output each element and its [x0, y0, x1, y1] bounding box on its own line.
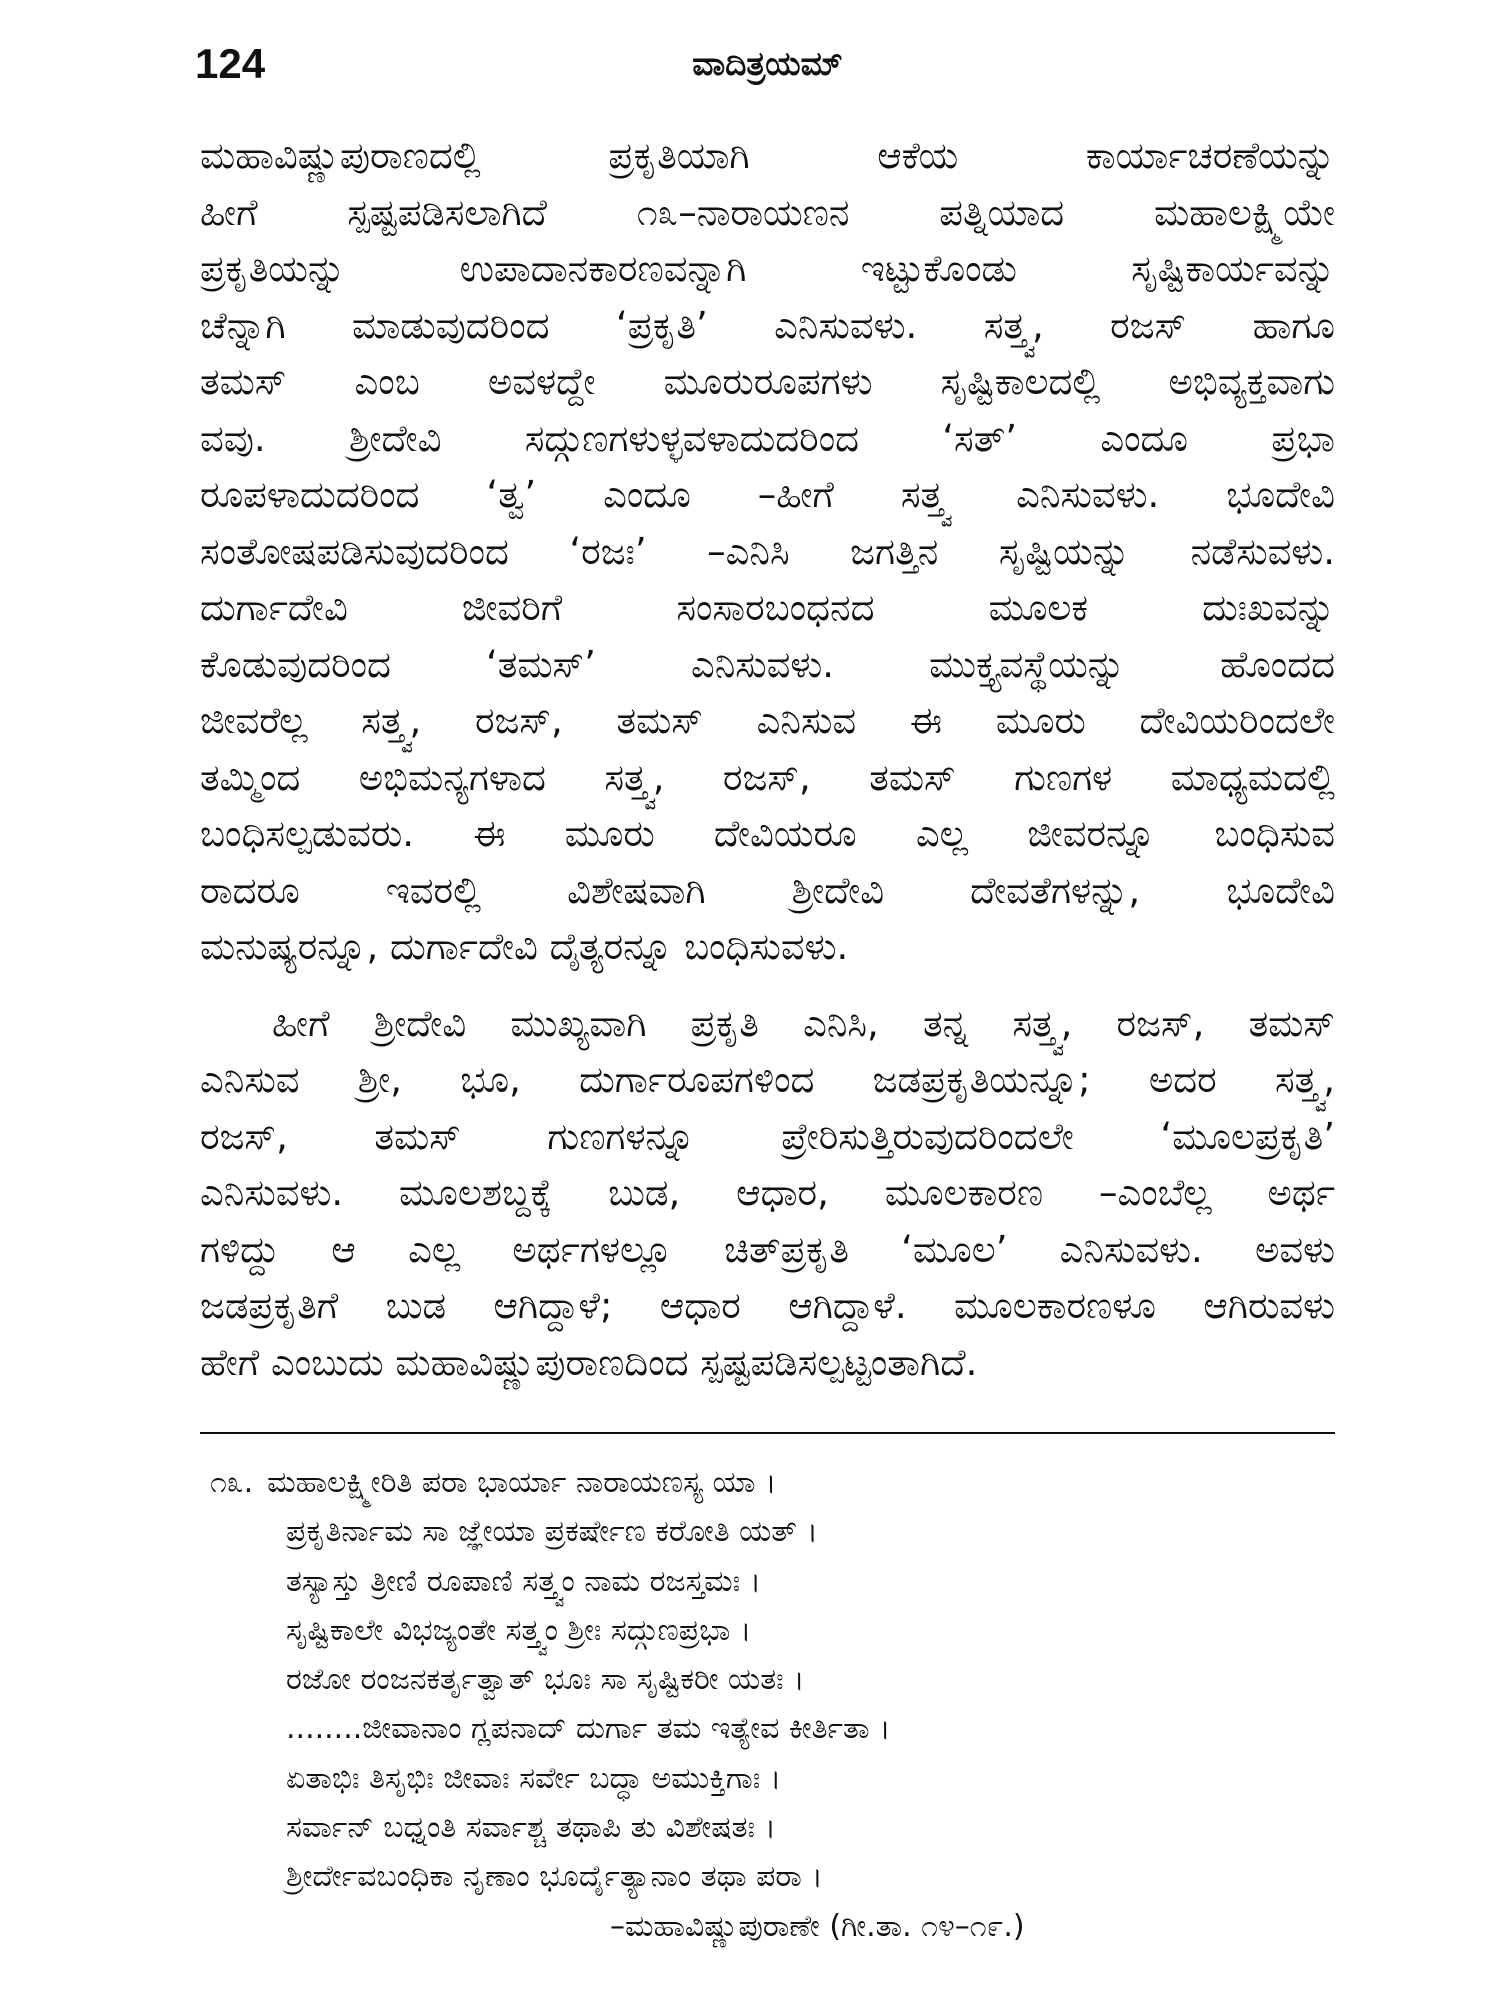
text-line: ಹೇಗೆ ಎಂಬುದು ಮಹಾವಿಷ್ಣುಪುರಾಣದಿಂದ ಸ್ಪಷ್ಟಪಡಿಸಲ್ಪಟ್ಟಂತಾಗಿದೆ.	[200, 1340, 978, 1384]
page-header	[195, 40, 1340, 100]
footnote-label: ೧೩.	[210, 1465, 254, 1500]
text-line: ವವು. ಶ್ರೀದೇವಿ ಸದ್ಗುಣಗಳುಳ್ಳವಳಾದುದರಿಂದ ‘ಸತ್’ ಎಂದೂ ಪ್ರಭಾ	[200, 416, 1335, 460]
text-line: ತಮ್ಮಿಂದ ಅಭಿಮನ್ಯಗಳಾದ ಸತ್ತ್ವ, ರಜಸ್, ತಮಸ್ ಗುಣಗಳ ಮಾಧ್ಯಮದಲ್ಲಿ	[200, 755, 1335, 799]
footnote-source: –ಮಹಾವಿಷ್ಣುಪುರಾಣೇ (ಗೀ.ತಾ. ೧೪–೧೯.)	[610, 1908, 1025, 1944]
footnote-divider	[200, 1432, 1335, 1434]
text-line: ಮನುಷ್ಯರನ್ನೂ, ದುರ್ಗಾದೇವಿ ದೈತ್ಯರನ್ನೂ ಬಂಧಿಸುವಳು.	[200, 925, 849, 968]
text-line: ಮಹಾವಿಷ್ಣುಪುರಾಣದಲ್ಲಿ ಪ್ರಕೃತಿಯಾಗಿ ಆಕೆಯ ಕಾರ್ಯಾಚರಣೆಯನ್ನು	[200, 134, 1335, 177]
footnote-text: ಮಹಾಲಕ್ಷ್ಮೀರಿತಿ ಪರಾ ಭಾರ್ಯಾ ನಾರಾಯಣಸ್ಯ ಯಾ ।	[267, 1465, 777, 1500]
verse-line: ತಸ್ಯಾಸ್ತು ತ್ರೀಣಿ ರೂಪಾಣಿ ಸತ್ತ್ವಂ ನಾಮ ರಜಸ್ತಮಃ ।	[286, 1563, 762, 1599]
verse-line: ಏತಾಭಿಃ ತಿಸೃಭಿಃ ಜೀವಾಃ ಸರ್ವೇ ಬದ್ಧಾ ಅಮುಕ್ತಿಗಾಃ ।	[286, 1760, 782, 1796]
text-line: ಗಳಿದ್ದು ಆ ಎಲ್ಲ ಅರ್ಥಗಳಲ್ಲೂ ಚಿತ್‌ಪ್ರಕೃತಿ ‘ಮೂಲ’ ಎನಿಸುವಳು. ಅವಳು	[200, 1227, 1335, 1271]
verse-line: ಸೃಷ್ಟಿಕಾಲೇ ವಿಭಜ್ಯಂತೇ ಸತ್ತ್ವಂ ಶ್ರೀಃ ಸದ್ಗುಣಪ್ರಭಾ ।	[286, 1612, 752, 1648]
text-line: ಪ್ರಕೃತಿಯನ್ನು ಉಪಾದಾನಕಾರಣವನ್ನಾಗಿ ಇಟ್ಟುಕೊಂಡು ಸೃಷ್ಟಿಕಾರ್ಯವನ್ನು	[200, 247, 1335, 290]
text-line: ಎನಿಸುವಳು. ಮೂಲಶಬ್ದಕ್ಕೆ ಬುಡ, ಆಧಾರ, ಮೂಲಕಾರಣ –ಎಂಬೆಲ್ಲ ಅರ್ಥ	[200, 1171, 1335, 1214]
verse-line: ರಜೋ ರಂಜನಕರ್ತೃತ್ವಾತ್ ಭೂಃ ಸಾ ಸೃಷ್ಟಿಕರೀ ಯತಃ ।	[286, 1662, 805, 1698]
text-line: ಸಂತೋಷಪಡಿಸುವುದರಿಂದ ‘ರಜಃ’ –ಎನಿಸಿ ಜಗತ್ತಿನ ಸೃಷ್ಟಿಯನ್ನು ನಡೆಸುವಳು.	[200, 529, 1335, 573]
text-line: ಕೊಡುವುದರಿಂದ ‘ತಮಸ್’ ಎನಿಸುವಳು. ಮುಕ್ತ್ಯವಸ್ಥೆಯನ್ನು ಹೊಂದದ	[200, 642, 1335, 686]
text-line: ಎನಿಸುವ ಶ್ರೀ, ಭೂ, ದುರ್ಗಾರೂಪಗಳಿಂದ ಜಡಪ್ರಕೃತಿಯನ್ನೂ; ಅದರ ಸತ್ತ್ವ,	[200, 1058, 1335, 1101]
text-line: ಹೀಗೆ ಶ್ರೀದೇವಿ ಮುಖ್ಯವಾಗಿ ಪ್ರಕೃತಿ ಎನಿಸಿ, ತನ್ನ ಸತ್ತ್ವ, ರಜಸ್, ತಮಸ್	[272, 1001, 1335, 1045]
text-line: ಜೀವರೆಲ್ಲ ಸತ್ತ್ವ, ರಜಸ್, ತಮಸ್ ಎನಿಸುವ ಈ ಮೂರು ದೇವಿಯರಿಂದಲೇ	[200, 699, 1335, 742]
verse-line: ........ಜೀವಾನಾಂ ಗ್ಲಪನಾದ್ ದುರ್ಗಾ ತಮ ಇತ್ಯೇವ ಕೀರ್ತಿತಾ ।	[286, 1711, 891, 1747]
text-line: ರೂಪಳಾದುದರಿಂದ ‘ತ್ವ’ ಎಂದೂ –ಹೀಗೆ ಸತ್ತ್ವ ಎನಿಸುವಳು. ಭೂದೇವಿ	[200, 473, 1335, 516]
text-line: ತಮಸ್ ಎಂಬ ಅವಳದ್ದೇ ಮೂರುರೂಪಗಳು ಸೃಷ್ಟಿಕಾಲದಲ್ಲಿ ಅಭಿವ್ಯಕ್ತವಾಗು	[200, 360, 1335, 403]
text-line: ಜಡಪ್ರಕೃತಿಗೆ ಬುಡ ಆಗಿದ್ದಾಳೆ; ಆಧಾರ ಆಗಿದ್ದಾಳೆ. ಮೂಲಕಾರಣಳೂ ಆಗಿರುವಳು	[200, 1284, 1335, 1327]
verse-line: ಸರ್ವಾನ್ ಬಧ್ನಂತಿ ಸರ್ವಾಶ್ಚ ತಥಾಪಿ ತು ವಿಶೇಷತಃ ।	[286, 1810, 776, 1846]
text-line: ಬಂಧಿಸಲ್ಪಡುವರು. ಈ ಮೂರು ದೇವಿಯರೂ ಎಲ್ಲ ಜೀವರನ್ನೂ ಬಂಧಿಸುವ	[200, 812, 1335, 855]
running-title: ವಾದಿತ್ರಯಮ್	[692, 44, 843, 83]
text-line: ದುರ್ಗಾದೇವಿ ಜೀವರಿಗೆ ಸಂಸಾರಬಂಧನದ ಮೂಲಕ ದುಃಖವನ್ನು	[200, 586, 1335, 629]
paragraph-1	[200, 128, 1335, 976]
text-line: ರಾದರೂ ಇವರಲ್ಲಿ ವಿಶೇಷವಾಗಿ ಶ್ರೀದೇವಿ ದೇವತೆಗಳನ್ನು, ಭೂದೇವಿ	[200, 868, 1335, 912]
page-number: 124	[195, 40, 266, 87]
text-line: ಹೀಗೆ ಸ್ಪಷ್ಟಪಡಿಸಲಾಗಿದೆ ೧೩–ನಾರಾಯಣನ ಪತ್ನಿಯಾದ ಮಹಾಲಕ್ಷ್ಮಿಯೇ	[200, 190, 1335, 234]
paragraph-2	[200, 996, 1335, 1392]
verse-line: ಶ್ರೀರ್ದೇವಬಂಧಿಕಾ ನೃಣಾಂ ಭೂರ್ದೈತ್ಯಾನಾಂ ತಥಾ ಪರಾ ।	[286, 1859, 823, 1895]
text-line: ರಜಸ್, ತಮಸ್ ಗುಣಗಳನ್ನೂ ಪ್ರೇರಿಸುತ್ತಿರುವುದರಿಂದಲೇ ‘ಮೂಲಪ್ರಕೃತಿ’	[200, 1114, 1335, 1158]
body-text	[200, 128, 1335, 1391]
text-line: ಚೆನ್ನಾಗಿ ಮಾಡುವುದರಿಂದ ‘ಪ್ರಕೃತಿ’ ಎನಿಸುವಳು. ಸತ್ತ್ವ, ರಜಸ್ ಹಾಗೂ	[200, 303, 1335, 347]
footnote-first-line	[210, 1458, 1335, 1507]
verse-line: ಪ್ರಕೃತಿರ್ನಾಮ ಸಾ ಜ್ಞೇಯಾ ಪ್ರಕರ್ಷೇಣ ಕರೋತಿ ಯತ್ ।	[286, 1514, 818, 1550]
footnote	[210, 1458, 1335, 1951]
